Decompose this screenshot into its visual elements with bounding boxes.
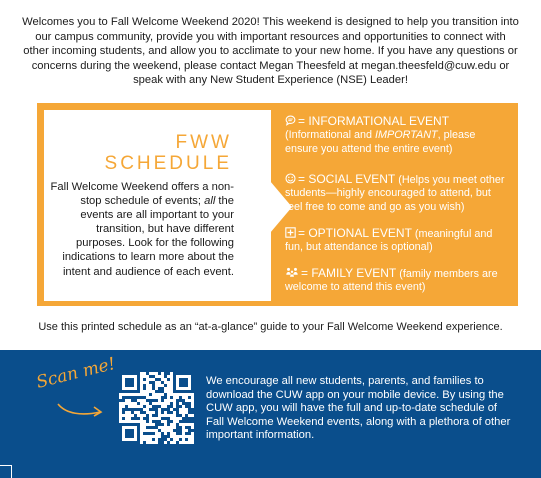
schedule-title (52, 132, 232, 174)
desc-part-1: Fall Welcome Weekend offers a non-stop schedule of events; (50, 181, 234, 208)
legend-social (285, 173, 511, 214)
desc-emphasis-all: all (204, 195, 216, 208)
desc-part-2: the events are all important to your transition, but have different purposes. Look for the following indications to learn more about the intent and audience of each event. (62, 195, 234, 278)
legend-optional (285, 227, 511, 255)
scan-me-label (34, 353, 118, 416)
legend-informational-note-1: (Informational and (285, 129, 376, 142)
schedule-description (50, 180, 234, 279)
title-line-fww: FWW (175, 132, 232, 153)
family-icon (285, 267, 299, 278)
legend-family (285, 267, 511, 295)
qr-code[interactable] (119, 372, 194, 444)
intro-paragraph: Welcomes you to Fall Welcome Weekend 2020! This weekend is designed to help you transition into our campus community, provide you with important resources and opportunities to connect with other incoming students, and allow you to acclimate to your new home. If you have any questions or concerns during the weekend, please contact Megan Theesfeld at megan.theesfeld@cuw.edu or speak with any New Student Experience (NSE) Leader! (22, 16, 519, 87)
smiley-icon (285, 173, 296, 184)
legend-optional-title: = OPTIONAL EVENT (298, 226, 412, 240)
legend-informational (285, 115, 511, 156)
legend-social-note: (Helps you meet other students—highly encouraged to attend, but feel free to come and go as you wish) (285, 174, 505, 213)
app-promo-text: We encourage all new students, parents, and families to download the CUW app on your mobile device. By using the CUW app, you will have the full and up-to-date schedule of Fall Welcome Weekend events, along with a plethora of other important information. (206, 375, 511, 442)
legend-optional-note: (meaningful and fun, but attendance is optional) (285, 228, 493, 254)
usage-note: Use this printed schedule as an “at-a-glance” guide to your Fall Welcome Weekend experience. (38, 321, 503, 333)
crop-mark (0, 465, 12, 478)
legend-informational-note-2: , please ensure you attend the entire event) (285, 129, 476, 155)
legend-family-note: (family members are welcome to attend this event) (285, 268, 498, 294)
speech-bubble-icon (285, 115, 296, 126)
plus-box-icon (285, 227, 296, 238)
legend-social-title: = SOCIAL EVENT (298, 172, 396, 186)
legend-informational-title: = INFORMATIONAL EVENT (298, 114, 450, 128)
scan-me-text: Scan me! (34, 353, 118, 393)
legend-family-title: = FAMILY EVENT (301, 266, 397, 280)
legend-informational-important: IMPORTANT (375, 129, 438, 142)
title-line-schedule: SCHEDULE (104, 153, 232, 174)
